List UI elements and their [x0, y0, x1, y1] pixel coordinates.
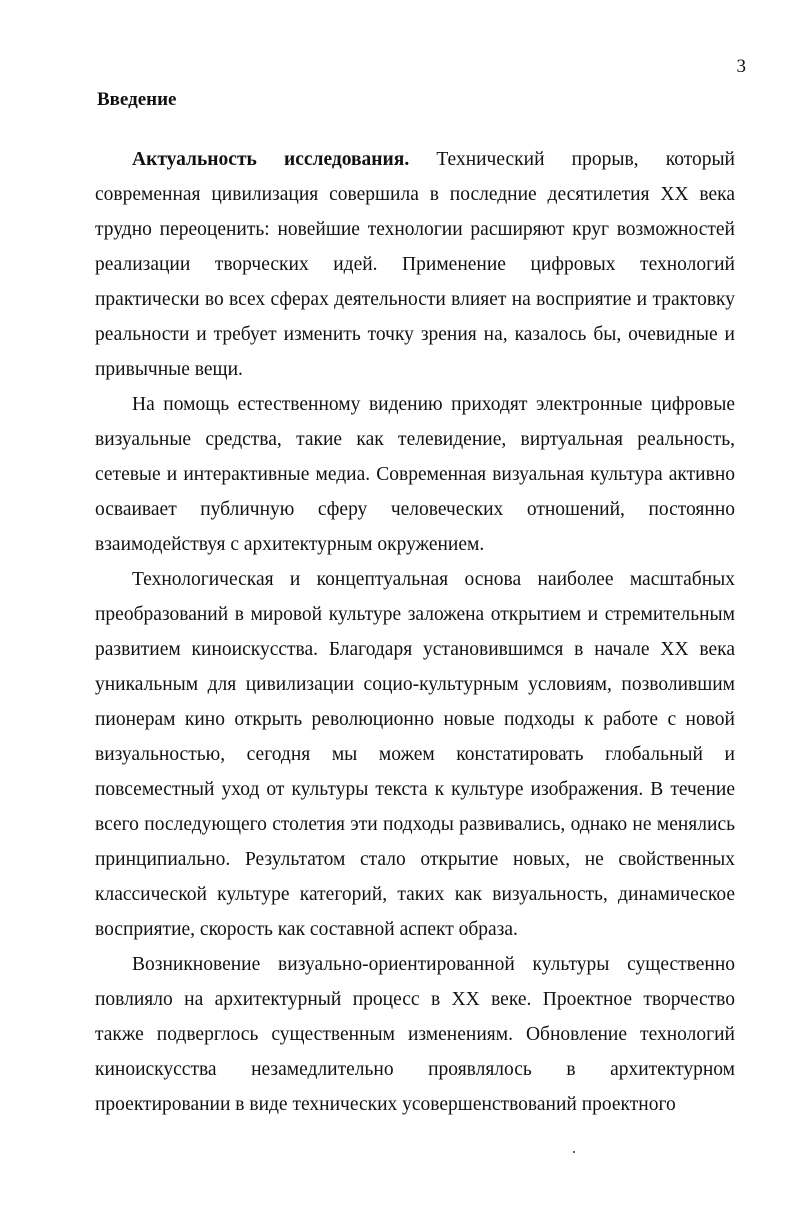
paragraph-architecture: Возникновение визуально-ориентированной культуры существенно повлияло на архитектурный процесс в XX веке. Проектное творчество также подверглось существенным изменениям. Обновление технологий киноискусства незамедлительно проявлялось в архитектурном проектировании в виде технических усовершенствований проектного	[95, 954, 735, 1115]
paragraph-lead: Актуальность исследования.	[132, 149, 410, 170]
paragraph-cinema: Технологическая и концептуальная основа наиболее масштабных преобразований в мировой культуре заложена открытием и стремительным развитием киноискусства. Благодаря установившимся в начале XX века уникальным для цивилизации социо-культурным условиям, позволившим пионерам кино открыть революционно новые подходы к работе с новой визуальностью, сегодня мы можем констатировать глобальный и повсеместный уход от культуры текста к культуре изображения. В течение всего последующего столетия эти подходы развивались, однако не менялись принципиально. Результатом стало открытие новых, не свойственных классической культуре категорий, таких как визуальность, динамическое восприятие, скорость как составной аспект образа.	[95, 569, 735, 940]
page-number: 3	[736, 56, 746, 77]
paragraph-relevance	[95, 142, 735, 387]
scan-speck	[573, 1151, 575, 1153]
section-heading: Введение	[97, 89, 177, 110]
paragraph-digital-media: На помощь естественному видению приходят электронные цифровые визуальные средства, такие как телевидение, виртуальная реальность, сетевые и интерактивные медиа. Современная визуальная культура активно осваивает публичную сферу человеческих отношений, постоянно взаимодействуя с архитектурным окружением.	[95, 394, 735, 555]
paragraph-text: Технический прорыв, который современная цивилизация совершила в последние десятилетия XX века трудно переоценить: новейшие технологии расширяют круг возможностей реализации творческих идей. Применение цифровых технологий практически во всех сферах деятельности влияет на восприятие и трактовку реальности и требует изменить точку зрения на, казалось бы, очевидные и привычные вещи.	[95, 149, 735, 380]
body-text	[95, 142, 735, 1122]
